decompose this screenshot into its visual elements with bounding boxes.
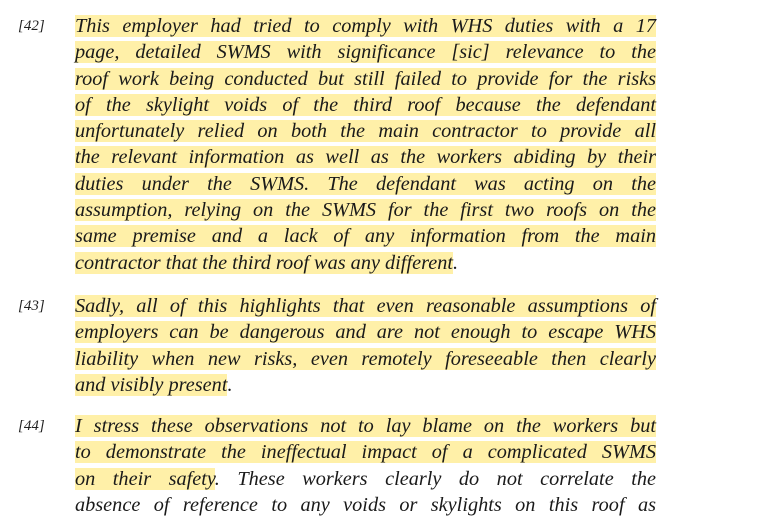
highlighted-text: roof work being conducted but still failed to provide for the risks: [75, 67, 656, 90]
text-line: [75, 171, 656, 197]
paragraph-number: [44]: [18, 418, 45, 434]
paragraph-text: [75, 413, 656, 518]
text-line: [75, 372, 656, 398]
text-line: [75, 144, 656, 170]
text-line: [75, 66, 656, 92]
highlighted-text: the relevant information as well as the workers abiding by their: [75, 146, 656, 169]
text-line: [75, 197, 656, 223]
text-line: [75, 466, 656, 492]
paragraph-number: [43]: [18, 298, 45, 314]
highlighted-text: of the skylight voids of the third roof because the defendant: [75, 93, 656, 116]
text-line: [75, 319, 656, 345]
text-line: [75, 413, 656, 439]
plain-text: absence of reference to any voids or skylights on this roof as: [75, 493, 656, 516]
highlighted-text: unfortunately relied on both the main contractor to provide all: [75, 120, 656, 143]
highlighted-text: assumption, relying on the SWMS for the first two roofs on the: [75, 199, 656, 222]
highlighted-text: I stress these observations not to lay blame on the workers but: [75, 415, 656, 437]
plain-text: .: [453, 251, 459, 274]
highlighted-text: Sadly, all of this highlights that even reasonable assumptions of: [75, 295, 656, 317]
text-line: [75, 492, 656, 518]
text-line: [75, 293, 656, 319]
paragraph-number: [42]: [18, 18, 45, 34]
paragraph-text: [75, 293, 656, 398]
highlighted-text: This employer had tried to comply with WHS duties with a 17: [75, 15, 656, 37]
plain-text: .: [227, 373, 233, 396]
highlighted-text: liability when new risks, even remotely foreseeable then clearly: [75, 347, 656, 370]
highlighted-text: contractor that the third roof was any different: [75, 251, 453, 274]
text-line: [75, 13, 656, 39]
text-line: [75, 346, 656, 372]
highlighted-text: employers can be dangerous and are not enough to escape WHS: [75, 321, 656, 344]
plain-text: . These workers clearly do not correlate the: [214, 467, 656, 490]
text-line: [75, 92, 656, 118]
text-line: [75, 39, 656, 65]
highlighted-text: on their safety: [75, 467, 215, 490]
highlighted-text: and visibly present: [75, 373, 228, 396]
text-line: [75, 118, 656, 144]
highlighted-text: duties under the SWMS. The defendant was acting on the: [75, 172, 656, 195]
text-line: [75, 250, 656, 276]
highlighted-text: same premise and a lack of any information from the main: [75, 225, 656, 248]
highlighted-text: to demonstrate the ineffectual impact of a complicated SWMS: [75, 441, 656, 464]
text-line: [75, 439, 656, 465]
text-line: [75, 223, 656, 249]
paragraph-text: [75, 13, 656, 276]
highlighted-text: page, detailed SWMS with significance [sic] relevance to the: [75, 41, 656, 64]
